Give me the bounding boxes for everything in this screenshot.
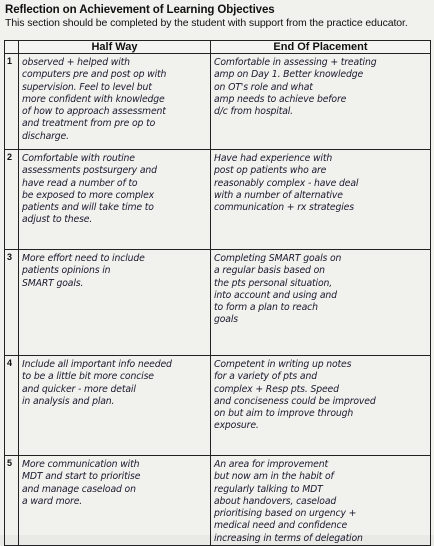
page-subtitle: This section should be completed by the student with support from the practice educator. bbox=[5, 17, 408, 29]
half-way-entry: observed + helped with computers pre and post op with supervision. Feel to level but more confident with knowledge of how to approach assessment and treatment from pre op to discharge. bbox=[19, 54, 211, 150]
header-spacer bbox=[5, 41, 19, 54]
half-way-entry: More communication with MDT and start to prioritise and manage caseload on a ward more. bbox=[19, 456, 211, 546]
objectives-table bbox=[4, 40, 431, 546]
table-row bbox=[5, 250, 431, 356]
row-number: 4 bbox=[5, 356, 19, 456]
table-header-row bbox=[5, 41, 431, 54]
half-way-entry: Comfortable with routine assessments postsurgery and have read a number of to be exposed to more complex patients and will take time to adjust to these. bbox=[19, 150, 211, 250]
table-row bbox=[5, 54, 431, 150]
half-way-entry: Include all important info needed to be a little bit more concise and quicker - more detail in analysis and plan. bbox=[19, 356, 211, 456]
page-title: Reflection on Achievement of Learning Objectives bbox=[5, 4, 275, 16]
end-of-placement-entry: Comfortable in assessing + treating amp on Day 1. Better knowledge on OT's role and what amp needs to achieve before d/c from hospital. bbox=[211, 54, 431, 150]
end-of-placement-entry: An area for improvement but now am in the habit of regularly talking to MDT about handovers, caseload prioritising based on urgency + medical need and confidence increasing in terms of delegation bbox=[211, 456, 431, 546]
end-of-placement-entry: Have had experience with post op patients who are reasonably complex - have deal with a number of alternative communication + rx strategies bbox=[211, 150, 431, 250]
end-of-placement-entry: Competent in writing up notes for a variety of pts and complex + Resp pts. Speed and conciseness could be improved on but aim to improve through exposure. bbox=[211, 356, 431, 456]
row-number: 5 bbox=[5, 456, 19, 546]
table-row bbox=[5, 150, 431, 250]
row-number: 2 bbox=[5, 150, 19, 250]
column-header-end-of-placement: End Of Placement bbox=[211, 41, 431, 54]
end-of-placement-entry: Completing SMART goals on a regular basis based on the pts personal situation, into account and using and to form a plan to reach goals bbox=[211, 250, 431, 356]
half-way-entry: More effort need to include patients opinions in SMART goals. bbox=[19, 250, 211, 356]
row-number: 1 bbox=[5, 54, 19, 150]
row-number: 3 bbox=[5, 250, 19, 356]
table-row bbox=[5, 356, 431, 456]
column-header-half-way: Half Way bbox=[19, 41, 211, 54]
table-row bbox=[5, 456, 431, 546]
